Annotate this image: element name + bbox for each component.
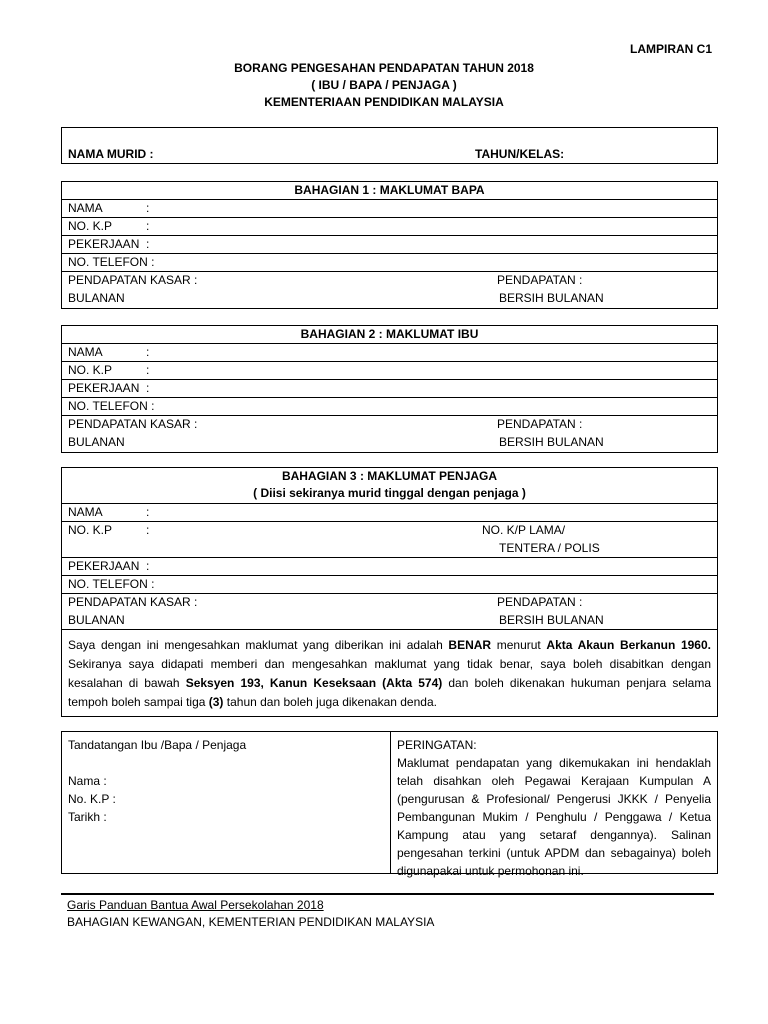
penjaga-pekerjaan-row[interactable]: PEKERJAAN : (62, 558, 717, 576)
student-box (61, 127, 718, 164)
penjaga-nokp-row[interactable]: NO. K.P : NO. K/P LAMA/ TENTERA / POLIS (62, 522, 717, 558)
section-bapa-heading: BAHAGIAN 1 : MAKLUMAT BAPA (62, 182, 717, 200)
bapa-telefon-row[interactable]: NO. TELEFON : (62, 254, 717, 272)
penjaga-telefon-row[interactable]: NO. TELEFON : (62, 576, 717, 594)
ibu-pekerjaan-row[interactable]: PEKERJAAN : (62, 380, 717, 398)
peringatan-heading: PERINGATAN: (397, 738, 477, 752)
peringatan-section (391, 732, 717, 878)
bapa-nama-row[interactable]: NAMA : (62, 200, 717, 218)
footer-line-1: Garis Panduan Bantua Awal Persekolahan 2018 (67, 898, 324, 912)
section-penjaga-heading (62, 468, 717, 504)
tahun-kelas-label: TAHUN/KELAS: (475, 147, 565, 161)
bapa-pekerjaan-row[interactable]: PEKERJAAN : (62, 236, 717, 254)
title-line-3: KEMENTERIAAN PENDIDIKAN MALAYSIA (264, 95, 504, 109)
sign-nama-field[interactable]: Nama : (68, 774, 107, 788)
declaration-statement: Saya dengan ini mengesahkan maklumat yang diberikan ini adalah BENAR menurut Akta Akaun Berkanun 1960. Sekiranya saya didapati memberi dan mengesahkan maklumat yang tidak benar, saya boleh disabitkan dengan kesalahan di bawah Seksyen 193, Kanun Keseksaan (Akta 574) dan boleh dikenakan hukuman penjara selama tempoh boleh sampai tiga (3) tahun dan boleh juga dikenakan denda. (68, 638, 711, 709)
bapa-pendapatan-row[interactable]: PENDAPATAN KASAR : BULANAN PENDAPATAN : BERSIH BULANAN (68, 273, 604, 305)
footer-line-2: BAHAGIAN KEWANGAN, KEMENTERIAN PENDIDIKAN MALAYSIA (67, 915, 435, 929)
penjaga-pendapatan-row[interactable]: PENDAPATAN KASAR : BULANAN PENDAPATAN : BERSIH BULANAN (62, 594, 717, 630)
sign-tarikh-field[interactable]: Tarikh : (68, 810, 107, 824)
signature-box (61, 731, 718, 878)
ibu-nama-row[interactable]: NAMA : (62, 344, 717, 362)
ibu-telefon-row[interactable]: NO. TELEFON : (62, 398, 717, 416)
footer-divider (61, 893, 714, 895)
form-title (0, 60, 768, 111)
bapa-nokp-row[interactable]: NO. K.P : (62, 218, 717, 236)
lampiran-label: LAMPIRAN C1 (630, 42, 713, 56)
section-penjaga (61, 467, 718, 717)
peringatan-text: Maklumat pendapatan yang dikemukakan ini hendaklah telah disahkan oleh Pegawai Kerajaan Kumpulan A (pengurusan & Profesional/ Pengerusi JKKK / Penyelia Pembangunan Mukim / Penghulu / Penggawa / Ketua Kampung atau yang setaraf dengannya). Salinan pengesahan terkini (untuk APDM dan sebagainya) boleh digunapakai untuk permohonan ini. (397, 756, 711, 878)
section-ibu (61, 325, 718, 453)
title-line-2: ( IBU / BAPA / PENJAGA ) (311, 78, 457, 92)
section-ibu-heading: BAHAGIAN 2 : MAKLUMAT IBU (62, 326, 717, 344)
nama-murid-label: NAMA MURID : (68, 147, 154, 161)
ibu-nokp-row[interactable]: NO. K.P : (62, 362, 717, 380)
section-bapa (61, 181, 718, 309)
penjaga-heading-1: BAHAGIAN 3 : MAKLUMAT PENJAGA (281, 469, 498, 483)
tandatangan-label[interactable]: Tandatangan Ibu /Bapa / Penjaga (68, 738, 247, 752)
penjaga-nama-row[interactable]: NAMA : (62, 504, 717, 522)
ibu-pendapatan-row[interactable]: PENDAPATAN KASAR : BULANAN PENDAPATAN : BERSIH BULANAN (68, 417, 604, 449)
sign-nokp-field[interactable]: No. K.P : (68, 792, 116, 806)
footer (67, 897, 434, 931)
title-line-1: BORANG PENGESAHAN PENDAPATAN TAHUN 2018 (234, 61, 534, 75)
penjaga-heading-2: ( Diisi sekiranya murid tinggal dengan penjaga ) (253, 486, 526, 500)
signature-section (62, 732, 391, 873)
